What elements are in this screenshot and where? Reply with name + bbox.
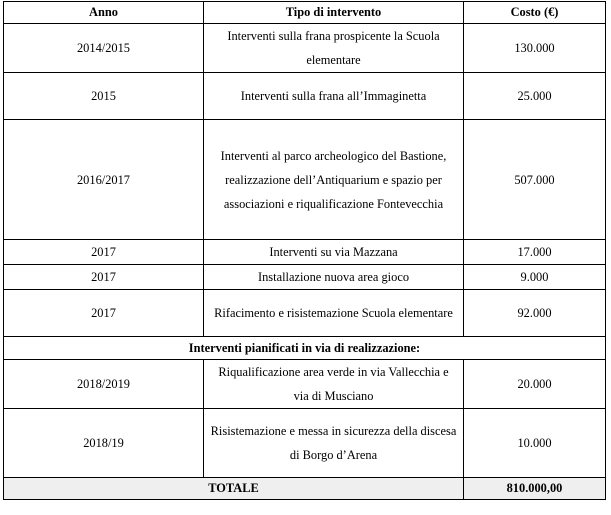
section-title: Interventi pianificati in via di realizzazione: — [4, 337, 606, 360]
header-row — [4, 2, 606, 24]
table-row — [4, 290, 606, 337]
cell-tipo: Interventi sulla frana prospicente la Scuola elementare — [204, 24, 464, 73]
cell-costo: 10.000 — [464, 409, 606, 478]
cell-tipo: Interventi su via Mazzana — [204, 240, 464, 265]
table-row — [4, 409, 606, 478]
total-value: 810.000,00 — [464, 478, 606, 500]
table-row — [4, 24, 606, 73]
table-row — [4, 240, 606, 265]
header-costo: Costo (€) — [464, 2, 606, 24]
cell-tipo: Risistemazione e messa in sicurezza della discesa di Borgo d’Arena — [204, 409, 464, 478]
cell-tipo: Interventi al parco archeologico del Bastione, realizzazione dell’Antiquarium e spazio per associazioni e riqualificazione Fontevecchia — [204, 120, 464, 240]
table-row — [4, 360, 606, 409]
cell-costo: 92.000 — [464, 290, 606, 337]
header-tipo: Tipo di intervento — [204, 2, 464, 24]
cell-anno: 2018/2019 — [4, 360, 204, 409]
total-label: TOTALE — [4, 478, 464, 500]
cell-anno: 2017 — [4, 265, 204, 290]
section-row — [4, 337, 606, 360]
cell-tipo: Riqualificazione area verde in via Vallecchia e via di Musciano — [204, 360, 464, 409]
cell-costo: 507.000 — [464, 120, 606, 240]
costs-table — [3, 1, 606, 500]
cell-tipo: Rifacimento e risistemazione Scuola elementare — [204, 290, 464, 337]
total-row — [4, 478, 606, 500]
cell-anno: 2015 — [4, 73, 204, 120]
table-row — [4, 120, 606, 240]
table-row — [4, 73, 606, 120]
cell-costo: 25.000 — [464, 73, 606, 120]
cell-costo: 9.000 — [464, 265, 606, 290]
cell-tipo: Interventi sulla frana all’Immaginetta — [204, 73, 464, 120]
cell-anno: 2014/2015 — [4, 24, 204, 73]
cell-anno: 2018/19 — [4, 409, 204, 478]
cell-tipo: Installazione nuova area gioco — [204, 265, 464, 290]
table-row — [4, 265, 606, 290]
cell-costo: 20.000 — [464, 360, 606, 409]
cell-costo: 130.000 — [464, 24, 606, 73]
header-anno: Anno — [4, 2, 204, 24]
cell-anno: 2016/2017 — [4, 120, 204, 240]
cell-anno: 2017 — [4, 240, 204, 265]
cell-costo: 17.000 — [464, 240, 606, 265]
cell-anno: 2017 — [4, 290, 204, 337]
